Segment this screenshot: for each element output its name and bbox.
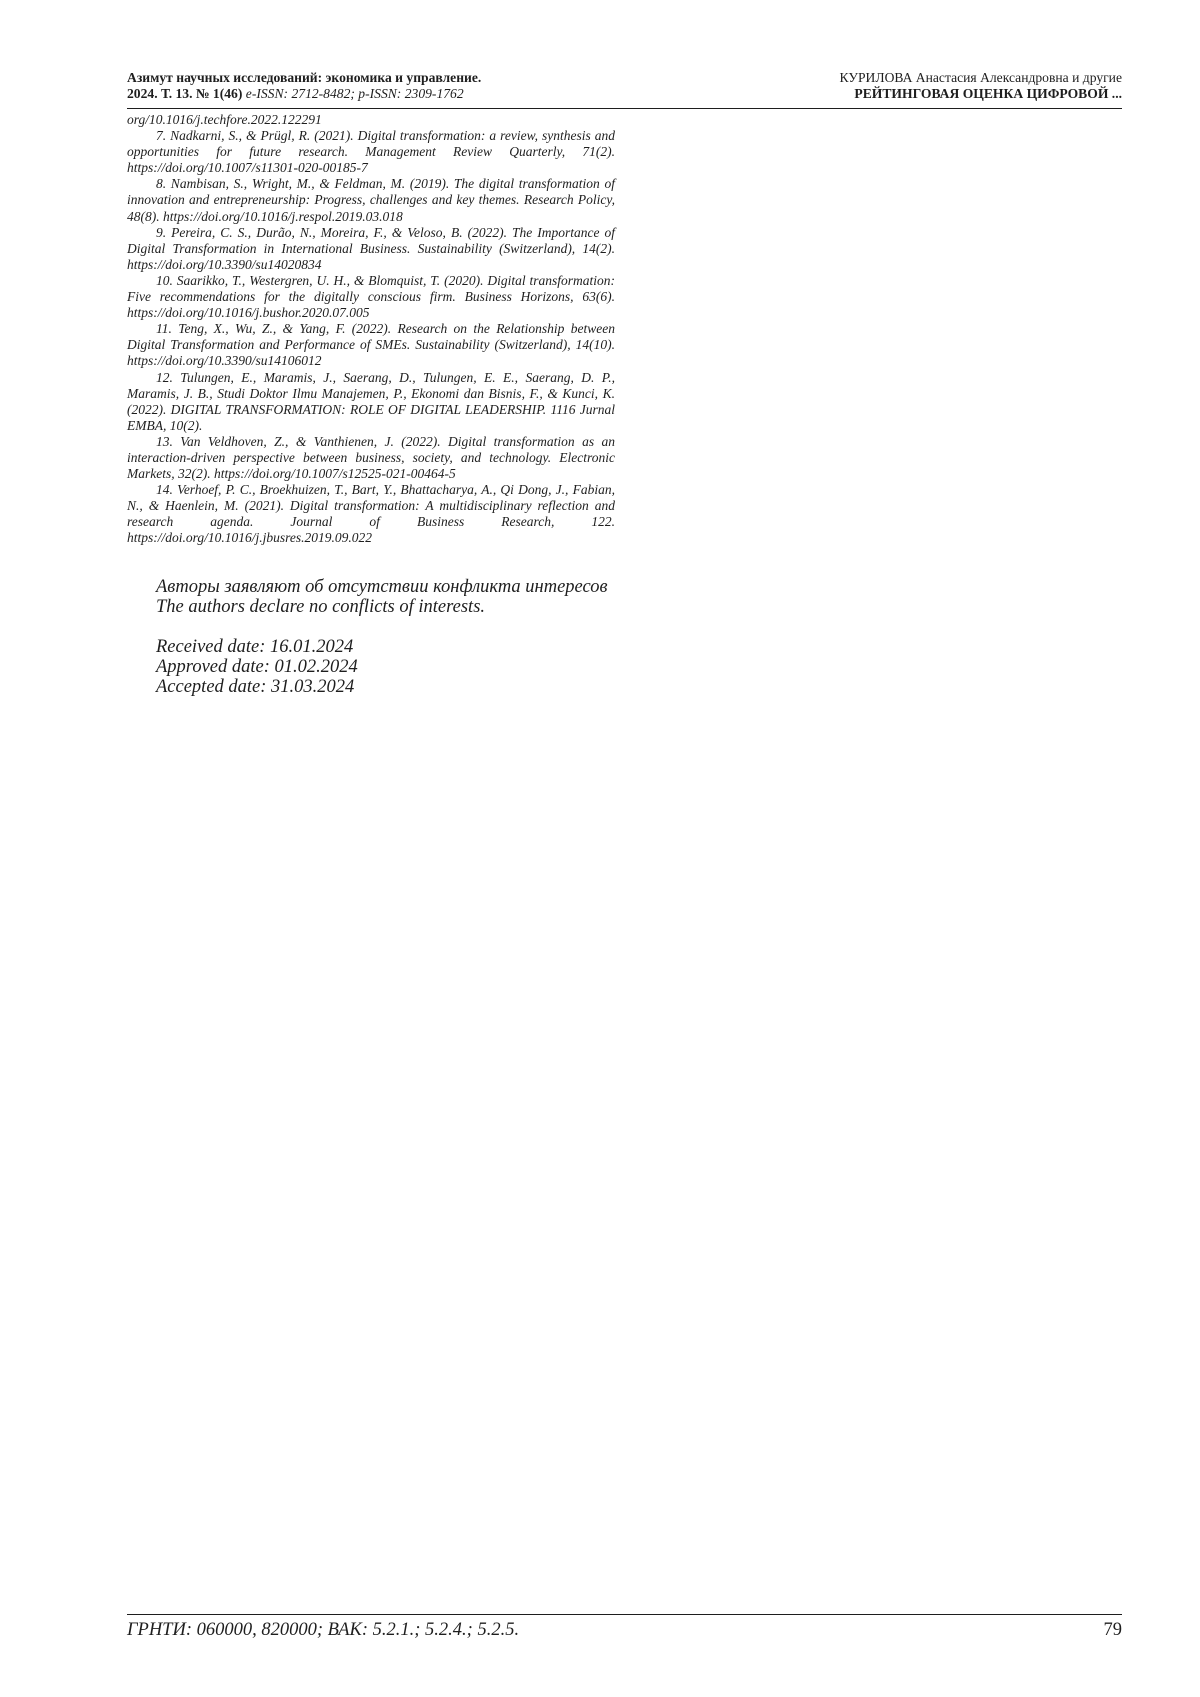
spacer xyxy=(127,617,615,637)
page-number: 79 xyxy=(1103,1620,1122,1640)
footer-rule xyxy=(127,1614,1122,1615)
reference-item: 7. Nadkarni, S., & Prügl, R. (2021). Digital transformation: a review, synthesis and opportunities for future research. Management Review Quarterly, 71(2). https://doi.org/10.1007/s11301-020-00185-7 xyxy=(127,128,615,176)
accepted-date: Accepted date: 31.03.2024 xyxy=(156,676,355,697)
reference-item: 13. Van Veldhoven, Z., & Vanthienen, J. (2022). Digital transformation as an interaction-driven perspective between business, society, and technology. Electronic Markets, 32(2). https://doi.org/10.1007/s12525-021-00464-5 xyxy=(127,433,615,482)
reference-continuation: org/10.1016/j.techfore.2022.122291 xyxy=(127,112,322,127)
approved-date: Approved date: 01.02.2024 xyxy=(156,656,358,677)
reference-item: 10. Saarikko, T., Westergren, U. H., & Blomquist, T. (2020). Digital transformation: Five recommendations for the digitally conscious firm. Business Horizons, 63(6). https://doi.org/10.1016/j.bushor.2020.07.005 xyxy=(127,272,615,321)
conflict-statement-en: The authors declare no conflicts of interests. xyxy=(156,596,486,617)
reference-item: 8. Nambisan, S., Wright, M., & Feldman, M. (2019). The digital transformation of innovation and entrepreneurship: Progress, challenges and key themes. Research Policy, 48(8). https://doi.org/10.1016/j.respol.2019.03.018 xyxy=(127,176,615,224)
reference-item: 11. Teng, X., Wu, Z., & Yang, F. (2022). Research on the Relationship between Digital Transformation and Performance of SMEs. Sustainability (Switzerland), 14(10). https://doi.org/10.3390/su14106012 xyxy=(127,321,615,369)
journal-info xyxy=(127,70,687,102)
reference-item: 12. Tulungen, E., Maramis, J., Saerang, D., Tulungen, E. E., Saerang, D. P., Maramis, J. B., Studi Doktor Ilmu Manajemen, P., Ekonomi dan Bisnis, F., & Kunci, K. (2022). DIGITAL TRANSFORMATION: ROLE OF DIGITAL LEADERSHIP. 1116 Jurnal EMBA, 10(2). xyxy=(127,369,615,433)
received-date: Received date: 16.01.2024 xyxy=(156,636,354,657)
journal-title: Азимут научных исследований: экономика и управление. xyxy=(127,70,482,85)
article-notes xyxy=(127,577,615,697)
conflict-statement-ru: Авторы заявляют об отсутствии конфликта интересов xyxy=(156,576,608,597)
article-title: РЕЙТИНГОВАЯ ОЦЕНКА ЦИФРОВОЙ ... xyxy=(854,86,1122,101)
reference-item: 9. Pereira, C. S., Durão, N., Moreira, F., & Veloso, B. (2022). The Importance of Digital Transformation in International Business. Sustainability (Switzerland), 14(2). https://doi.org/10.3390/su14020834 xyxy=(127,224,615,272)
issn: e-ISSN: 2712-8482; p-ISSN: 2309-1762 xyxy=(245,86,464,101)
issue-number: 2024. Т. 13. № 1(46) xyxy=(127,86,243,101)
reference-item: 14. Verhoef, P. C., Broekhuizen, T., Bart, Y., Bhattacharya, A., Qi Dong, J., Fabian, N., & Haenlein, M. (2021). Digital transformation: A multidisciplinary reflection and research agenda. Journal of Business Research, 122. https://doi.org/10.1016/j.jbusres.2019.09.022 xyxy=(127,482,615,546)
header-rule xyxy=(127,108,1122,109)
left-column xyxy=(127,112,615,697)
classification-codes: ГРНТИ: 060000, 820000; ВАК: 5.2.1.; 5.2.4.; 5.2.5. xyxy=(127,1620,520,1640)
article-authors: КУРИЛОВА Анастасия Александровна и другие xyxy=(839,70,1122,85)
article-info xyxy=(642,70,1122,102)
reference-list xyxy=(127,112,615,547)
